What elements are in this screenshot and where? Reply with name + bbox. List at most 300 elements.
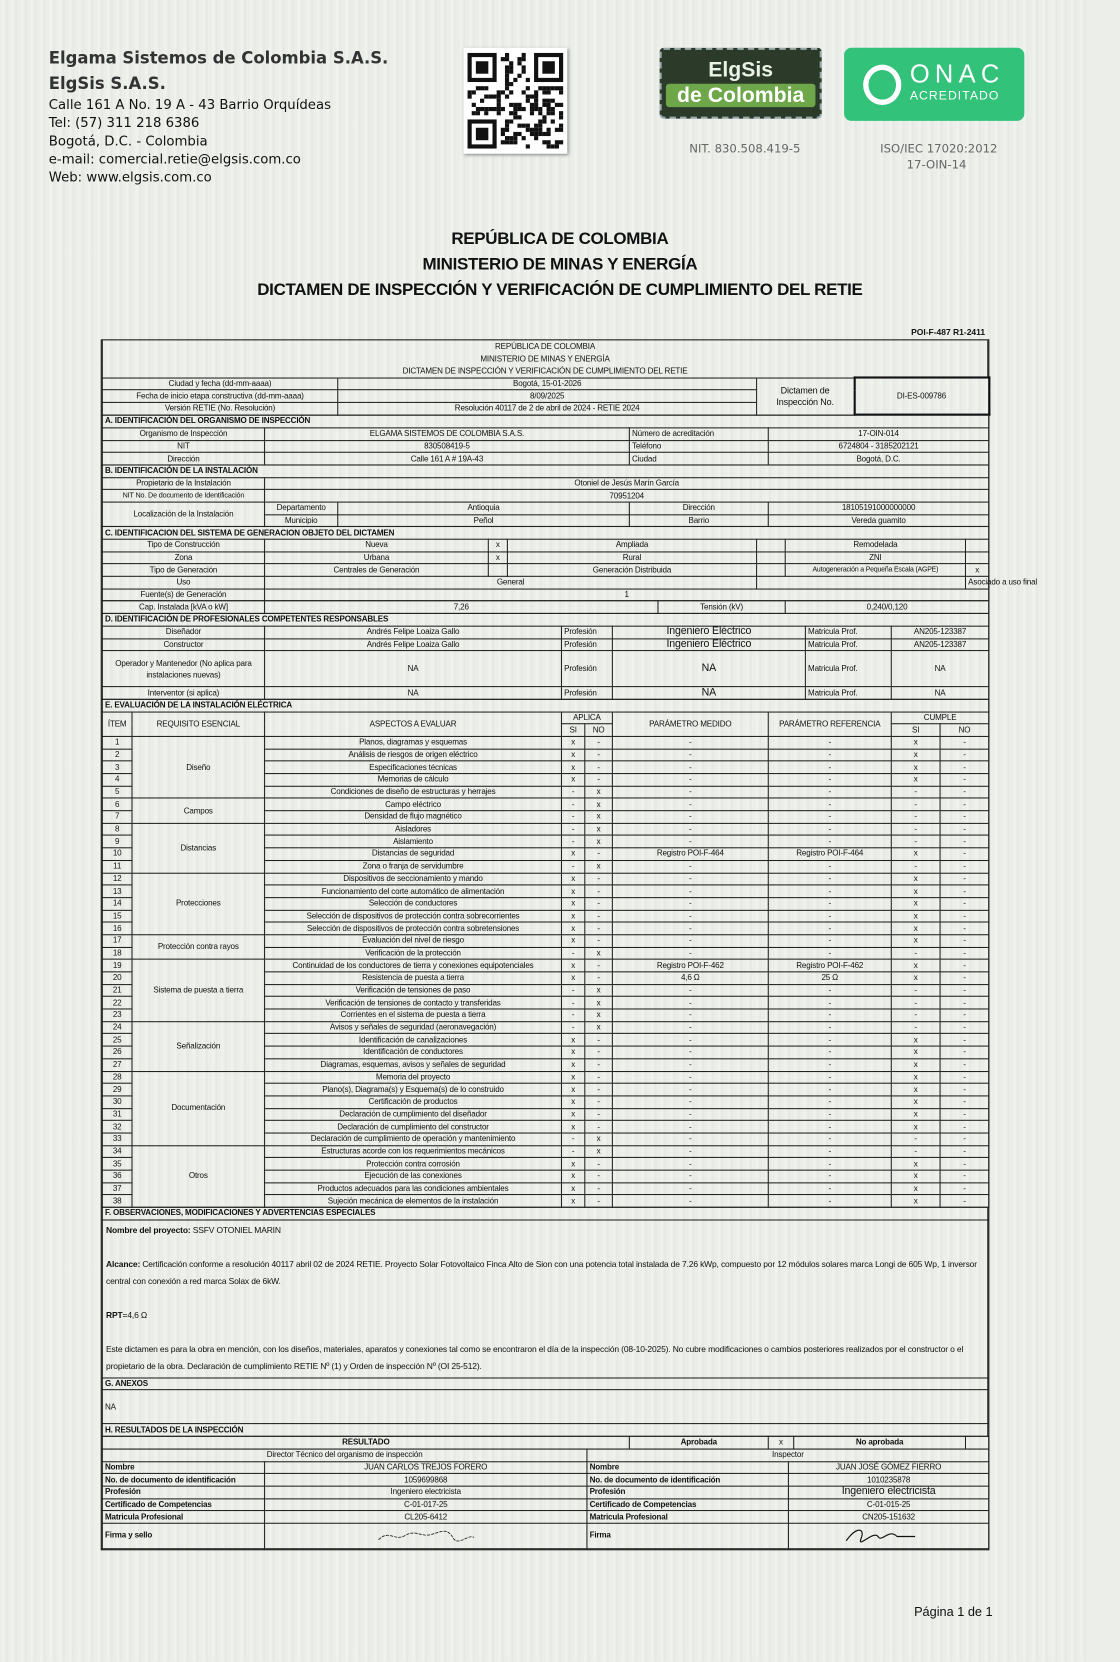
elgsis-logo xyxy=(660,48,822,119)
aplica-no: x xyxy=(585,823,613,835)
matricula-value: AN205-123387 xyxy=(891,638,989,650)
aplica-si: x xyxy=(561,1183,584,1195)
onac-logo xyxy=(844,48,1024,121)
system-label: Tipo de Construcción xyxy=(102,539,264,551)
item-number: 4 xyxy=(102,774,132,786)
uso-general: General xyxy=(265,576,757,588)
option-1: Centrales de Generación xyxy=(265,564,489,576)
professional-name: NA xyxy=(265,687,562,699)
section-b-title: B. IDENTIFICACIÓN DE LA INSTALACIÓN xyxy=(102,465,989,477)
cumple-no: - xyxy=(940,749,989,761)
parametro-referencia: - xyxy=(768,736,891,748)
org-value: Calle 161 A # 19A-43 xyxy=(265,452,630,464)
cumple-si: x xyxy=(891,1121,940,1133)
option-2-mark xyxy=(757,564,786,576)
col-item: ÍTEM xyxy=(102,712,132,737)
aspecto: Productos adecuados para las condiciones ambientales xyxy=(265,1183,562,1195)
profession-label: Profesión xyxy=(561,626,612,638)
municipio-label: Municipio xyxy=(265,514,338,526)
director-field-value: Ingeniero electricista xyxy=(265,1486,587,1498)
cumple-si: x xyxy=(891,873,940,885)
aplica-si: - xyxy=(561,836,584,848)
parametro-medido: - xyxy=(612,823,768,835)
aplica-si: x xyxy=(561,848,584,860)
aplica-si: x xyxy=(561,885,584,897)
aplica-si: x xyxy=(561,1195,584,1207)
doc-title-3: DICTAMEN DE INSPECCIÓN Y VERIFICACIÓN DE CUMPLIMIENTO DEL RETIE xyxy=(257,281,863,300)
aspecto: Sujeción mecánica de elementos de la instalación xyxy=(265,1195,562,1207)
aspecto: Condiciones de diseño de estructuras y herrajes xyxy=(265,786,562,798)
inspector-field-label: Certificado de Competencias xyxy=(587,1498,788,1510)
org-label-2: Teléfono xyxy=(629,440,768,452)
aspecto: Dispositivos de seccionamiento y mando xyxy=(265,873,562,885)
parametro-medido: Registro POI-F-464 xyxy=(612,848,768,860)
aspecto: Identificación de canalizaciones xyxy=(265,1034,562,1046)
item-number: 33 xyxy=(102,1133,132,1145)
aspecto: Ejecución de las conexiones xyxy=(265,1170,562,1182)
parametro-referencia: - xyxy=(768,1145,891,1157)
aplica-no: - xyxy=(585,1071,613,1083)
parametro-referencia: - xyxy=(768,1195,891,1207)
parametro-medido: - xyxy=(612,1071,768,1083)
aplica-si: x xyxy=(561,736,584,748)
item-number: 6 xyxy=(102,798,132,810)
director-signature-label: Firma y sello xyxy=(102,1523,264,1548)
aplica-no: x xyxy=(585,786,613,798)
company-short-name: ElgSis S.A.S. xyxy=(48,74,166,94)
approved-label: Aprobada xyxy=(629,1436,768,1448)
cumple-si: - xyxy=(891,997,940,1009)
aplica-no: - xyxy=(585,1170,613,1182)
col-requisito: REQUISITO ESENCIAL xyxy=(132,712,265,737)
aspecto: Resistencia de puesta a tierra xyxy=(265,972,562,984)
aspecto: Declaración de cumplimiento de operación y mantenimiento xyxy=(265,1133,562,1145)
cumple-si: x xyxy=(891,1108,940,1120)
aspecto: Funcionamiento del corte automático de alimentación xyxy=(265,885,562,897)
result-label: RESULTADO xyxy=(102,1436,629,1448)
parametro-medido: - xyxy=(612,811,768,823)
aplica-si: - xyxy=(561,1133,584,1145)
cumple-si: x xyxy=(891,1083,940,1095)
evaluation-row xyxy=(102,1021,989,1033)
cumple-no: - xyxy=(940,836,989,848)
inspector-field-value: JUAN JOSÉ GÓMEZ FIERRO xyxy=(788,1461,988,1473)
fuente-value: 1 xyxy=(265,589,989,601)
aplica-no: - xyxy=(585,749,613,761)
cumple-no: - xyxy=(940,1009,989,1021)
cumple-no: - xyxy=(940,736,989,748)
cumple-no: - xyxy=(940,1108,989,1120)
aplica-si: x xyxy=(561,761,584,773)
aplica-no: - xyxy=(585,1034,613,1046)
item-number: 37 xyxy=(102,1183,132,1195)
item-number: 9 xyxy=(102,836,132,848)
aplica-si: x xyxy=(561,1034,584,1046)
cumple-no: - xyxy=(940,984,989,996)
item-number: 14 xyxy=(102,897,132,909)
evaluation-row xyxy=(102,935,989,947)
org-value-2: Bogotá, D.C. xyxy=(768,452,989,464)
cumple-no: - xyxy=(940,972,989,984)
parametro-referencia: Registro POI-F-464 xyxy=(768,848,891,860)
item-number: 20 xyxy=(102,972,132,984)
item-number: 13 xyxy=(102,885,132,897)
parametro-medido: - xyxy=(612,798,768,810)
aspecto: Evaluación del nivel de riesgo xyxy=(265,935,562,947)
cumple-no: - xyxy=(940,786,989,798)
inspector-field-label: No. de documento de identificación xyxy=(587,1474,788,1486)
company-web: Web: www.elgsis.com.co xyxy=(48,168,212,185)
parametro-referencia: - xyxy=(768,935,891,947)
parametro-medido: - xyxy=(612,897,768,909)
cumple-si: x xyxy=(891,774,940,786)
org-label-2: Número de acreditación xyxy=(629,428,768,440)
aplica-si: x xyxy=(561,1170,584,1182)
matricula-value: NA xyxy=(891,687,989,699)
requisito-esencial: Otros xyxy=(132,1145,265,1207)
company-email: e-mail: comercial.retie@elgsis.com.co xyxy=(48,150,301,167)
inspector-signature-label: Firma xyxy=(587,1523,788,1548)
aplica-no: x xyxy=(585,811,613,823)
aplica-si: x xyxy=(561,1071,584,1083)
aplica-si: - xyxy=(561,1009,584,1021)
aplica-si: - xyxy=(561,984,584,996)
owner-label: Propietario de la Instalación xyxy=(102,477,264,489)
parametro-referencia: - xyxy=(768,860,891,872)
director-title: Director Técnico del organismo de inspección xyxy=(102,1449,587,1461)
col-aplica: APLICA xyxy=(561,712,612,724)
company-phone: Tel: (57) 311 218 6386 xyxy=(48,114,200,131)
fecha-value: 8/09/2025 xyxy=(338,390,757,402)
aplica-si: x xyxy=(561,1083,584,1095)
aspecto: Distancias de seguridad xyxy=(265,848,562,860)
annexes-value: NA xyxy=(102,1390,987,1424)
inspector-field-value: Ingeniero electricista xyxy=(788,1486,988,1498)
cumple-si: x xyxy=(891,885,940,897)
company-city: Bogotá, D.C. - Colombia xyxy=(48,132,208,149)
project-name: SSFV OTONIEL MARIN xyxy=(190,1225,281,1236)
cumple-si: x xyxy=(891,1158,940,1170)
parametro-referencia: - xyxy=(768,885,891,897)
item-number: 35 xyxy=(102,1158,132,1170)
approved-mark: x xyxy=(768,1436,793,1448)
parametro-medido: - xyxy=(612,935,768,947)
option-3: ZNI xyxy=(785,552,965,564)
cumple-si: x xyxy=(891,1059,940,1071)
director-field-value: JUAN CARLOS TREJOS FORERO xyxy=(265,1461,587,1473)
item-number: 3 xyxy=(102,761,132,773)
parametro-medido: - xyxy=(612,1158,768,1170)
item-number: 23 xyxy=(102,1009,132,1021)
cumple-no: - xyxy=(940,1096,989,1108)
qr-code xyxy=(463,48,567,154)
tension-value: 0,240/0,120 xyxy=(785,601,989,613)
cumple-no: - xyxy=(940,860,989,872)
parametro-medido: - xyxy=(612,1021,768,1033)
requisito-esencial: Señalización xyxy=(132,1021,265,1071)
scope-text: Certificación conforme a resolución 40117 abril 02 de 2024 RETIE. Proyecto Solar Fotovoltaico Finca Alto de Sion con una potencia total instalada de 7.26 kWp, compuesto por 12 módulos solares marca Longi de 605 Wp, 1 inversor central con conexión a red marca Solax de 6kW. xyxy=(106,1259,977,1287)
aplica-no: - xyxy=(585,1121,613,1133)
option-2: Generación Distribuida xyxy=(507,564,756,576)
cumple-si: - xyxy=(891,947,940,959)
cumple-si: x xyxy=(891,1096,940,1108)
requisito-esencial: Distancias xyxy=(132,823,265,873)
observations xyxy=(102,1220,987,1378)
option-3: Remodelada xyxy=(785,539,965,551)
inspector-signature xyxy=(788,1523,988,1548)
cumple-no: - xyxy=(940,761,989,773)
cumple-no: - xyxy=(940,774,989,786)
parametro-referencia: - xyxy=(768,1170,891,1182)
aplica-no: - xyxy=(585,1096,613,1108)
municipio-value: Peñol xyxy=(338,514,630,526)
onac-text: ONAC xyxy=(909,60,1005,90)
parametro-medido: - xyxy=(612,1059,768,1071)
parametro-referencia: 25 Ω xyxy=(768,972,891,984)
owner-nit-value: 70951204 xyxy=(265,490,989,502)
cumple-si: x xyxy=(891,1195,940,1207)
parametro-medido: - xyxy=(612,1034,768,1046)
aspecto: Selección de conductores xyxy=(265,897,562,909)
aplica-si: x xyxy=(561,1121,584,1133)
aplica-si: - xyxy=(561,997,584,1009)
evaluation-row xyxy=(102,959,989,971)
org-label: NIT xyxy=(102,440,264,452)
logo-subtext: de Colombia xyxy=(666,84,816,107)
page-number: Página 1 de 1 xyxy=(914,1604,993,1620)
item-number: 24 xyxy=(102,1021,132,1033)
aspecto: Corrientes en el sistema de puesta a tierra xyxy=(265,1009,562,1021)
org-label: Dirección xyxy=(102,452,264,464)
parametro-medido: - xyxy=(612,1096,768,1108)
aplica-si: x xyxy=(561,774,584,786)
item-number: 25 xyxy=(102,1034,132,1046)
depto-label: Departamento xyxy=(265,502,338,514)
aspecto: Selección de dispositivos de protección contra sobretensiones xyxy=(265,922,562,934)
disclaimer-text: Este dictamen es para la obra en mención, con los diseños, materiales, aparatos y conexiones tal como se encontraron el día de la inspección (08-10-2025). No cubre modificaciones o cambios posteriores realizados por el constructor o el propietario de la obra. Declaración de cumplimiento RETIE Nº (1) y Orden de inspección Nº (OI 25-512). xyxy=(106,1344,964,1371)
tension-label: Tensión (kV) xyxy=(658,601,785,613)
parametro-medido: - xyxy=(612,774,768,786)
parametro-referencia: - xyxy=(768,947,891,959)
cumple-si: x xyxy=(891,1046,940,1058)
director-signature xyxy=(265,1523,587,1548)
version-label: Versión RETIE (No. Resolución) xyxy=(102,402,337,414)
item-number: 32 xyxy=(102,1121,132,1133)
requisito-esencial: Sistema de puesta a tierra xyxy=(132,959,265,1021)
parametro-medido: - xyxy=(612,947,768,959)
cumple-si: - xyxy=(891,836,940,848)
org-label-2: Ciudad xyxy=(629,452,768,464)
cumple-no: - xyxy=(940,1170,989,1182)
item-number: 27 xyxy=(102,1059,132,1071)
item-number: 36 xyxy=(102,1170,132,1182)
parametro-referencia: - xyxy=(768,997,891,1009)
cumple-no: - xyxy=(940,910,989,922)
owner-value: Otoniel de Jesús Marín García xyxy=(265,477,989,489)
cumple-si: x xyxy=(891,1034,940,1046)
uso-label: Uso xyxy=(102,576,264,588)
section-h-title: H. RESULTADOS DE LA INSPECCIÓN xyxy=(102,1424,987,1436)
item-number: 8 xyxy=(102,823,132,835)
inspector-field-value: 1010235878 xyxy=(788,1474,988,1486)
inspector-field-label: Matricula Profesional xyxy=(587,1511,788,1523)
matricula-label: Matricula Prof. xyxy=(805,687,891,699)
cumple-si: - xyxy=(891,823,940,835)
aplica-no: x xyxy=(585,836,613,848)
col-aspectos: ASPECTOS A EVALUAR xyxy=(265,712,562,737)
aplica-si: - xyxy=(561,786,584,798)
item-number: 12 xyxy=(102,873,132,885)
requisito-esencial: Protección contra rayos xyxy=(132,935,265,960)
scope-label: Alcance: xyxy=(106,1259,141,1270)
aspecto: Protección contra corrosión xyxy=(265,1158,562,1170)
parametro-medido: - xyxy=(612,836,768,848)
org-value: 830508419-5 xyxy=(265,440,630,452)
item-number: 30 xyxy=(102,1096,132,1108)
professional-role: Constructor xyxy=(102,638,264,650)
col-cumple-si: SI xyxy=(891,724,940,736)
aplica-si: x xyxy=(561,922,584,934)
profession-label: Profesión xyxy=(561,687,612,699)
parametro-medido: - xyxy=(612,1108,768,1120)
option-2-mark xyxy=(757,539,786,551)
aplica-si: x xyxy=(561,959,584,971)
section-a-title: A. IDENTIFICACIÓN DEL ORGANISMO DE INSPECCIÓN xyxy=(102,415,989,427)
form-code: POI-F-487 R1-2411 xyxy=(911,327,986,338)
form-title-2: MINISTERIO DE MINAS Y ENERGÍA xyxy=(102,353,987,365)
cumple-si: - xyxy=(891,798,940,810)
evaluation-row xyxy=(102,1145,989,1157)
doc-title-1: REPÚBLICA DE COLOMBIA xyxy=(451,230,669,249)
item-number: 16 xyxy=(102,922,132,934)
aplica-si: x xyxy=(561,897,584,909)
form-title-1: REPÚBLICA DE COLOMBIA xyxy=(102,340,987,352)
cap-value: 7,26 xyxy=(265,601,658,613)
cumple-no: - xyxy=(940,1183,989,1195)
inspector-title: Inspector xyxy=(587,1449,989,1461)
matricula-value: NA xyxy=(891,651,989,687)
professional-name: NA xyxy=(265,651,562,687)
parametro-medido: - xyxy=(612,1133,768,1145)
cap-label: Cap. Instalada [kVA o kW] xyxy=(102,601,264,613)
logo-text: ElgSis xyxy=(708,58,774,82)
cumple-si: x xyxy=(891,1183,940,1195)
director-field-label: Matricula Profesional xyxy=(102,1511,264,1523)
aplica-si: x xyxy=(561,1096,584,1108)
aplica-si: x xyxy=(561,935,584,947)
onac-ring-icon xyxy=(863,65,901,105)
parametro-medido: - xyxy=(612,761,768,773)
parametro-medido: - xyxy=(612,786,768,798)
cumple-no: - xyxy=(940,959,989,971)
aplica-no: - xyxy=(585,848,613,860)
aspecto: Especificaciones técnicas xyxy=(265,761,562,773)
aplica-no: - xyxy=(585,1059,613,1071)
section-c-title: C. IDENTIFICACION DEL SISTEMA DE GENERACION OBJETO DEL DICTAMEN xyxy=(102,527,988,539)
cumple-si: x xyxy=(891,1170,940,1182)
parametro-referencia: - xyxy=(768,798,891,810)
option-1: Nueva xyxy=(265,539,489,551)
inspector-field-label: Nombre xyxy=(587,1461,788,1473)
aplica-si: x xyxy=(561,1108,584,1120)
parametro-referencia: - xyxy=(768,836,891,848)
item-number: 31 xyxy=(102,1108,132,1120)
aplica-no: - xyxy=(585,736,613,748)
director-field-value: 1059699868 xyxy=(265,1474,587,1486)
option-1-mark: x xyxy=(488,552,507,564)
option-3-mark: x xyxy=(965,564,988,576)
cumple-no: - xyxy=(940,935,989,947)
aplica-si: - xyxy=(561,1021,584,1033)
option-2: Rural xyxy=(507,552,756,564)
address-label: Dirección xyxy=(629,502,768,514)
aspecto: Plano(s), Diagrama(s) y Esquema(s) de lo construido xyxy=(265,1083,562,1095)
aplica-no: x xyxy=(585,947,613,959)
cumple-si: x xyxy=(891,922,940,934)
ciudad-value: Bogotá, 15-01-2026 xyxy=(338,378,757,390)
aplica-no: x xyxy=(585,1133,613,1145)
org-value: ELGAMA SISTEMOS DE COLOMBIA S.A.S. xyxy=(265,428,630,440)
aspecto: Memorias de cálculo xyxy=(265,774,562,786)
aspecto: Certificación de productos xyxy=(265,1096,562,1108)
aspecto: Continuidad de los conductores de tierra y conexiones equipotenciales xyxy=(265,959,562,971)
item-number: 21 xyxy=(102,984,132,996)
parametro-referencia: - xyxy=(768,1046,891,1058)
aplica-si: - xyxy=(561,823,584,835)
item-number: 26 xyxy=(102,1046,132,1058)
parametro-referencia: - xyxy=(768,922,891,934)
aplica-si: x xyxy=(561,910,584,922)
profession-label: Profesión xyxy=(561,651,612,687)
parametro-medido: - xyxy=(612,749,768,761)
aplica-no: x xyxy=(585,1009,613,1021)
company-address: Calle 161 A No. 19 A - 43 Barrio Orquídeas xyxy=(48,96,331,113)
aplica-no: - xyxy=(585,1108,613,1120)
aspecto: Memoria del proyecto xyxy=(265,1071,562,1083)
cumple-no: - xyxy=(940,1059,989,1071)
col-aplica-si: SI xyxy=(561,724,584,736)
fuente-label: Fuente(s) de Generación xyxy=(102,589,264,601)
inspector-field-value: C-01-015-25 xyxy=(788,1498,988,1510)
parametro-referencia: - xyxy=(768,761,891,773)
profession-value: Ingeniero Eléctrico xyxy=(612,638,805,650)
cumple-no: - xyxy=(940,1133,989,1145)
profession-label: Profesión xyxy=(561,638,612,650)
cumple-si: x xyxy=(891,749,940,761)
aplica-si: x xyxy=(561,749,584,761)
aspecto: Selección de dispositivos de protección contra sobrecorrientes xyxy=(265,910,562,922)
parametro-referencia: - xyxy=(768,1021,891,1033)
aplica-si: - xyxy=(561,860,584,872)
matricula-label: Matricula Prof. xyxy=(805,638,891,650)
aplica-no: - xyxy=(585,922,613,934)
aplica-no: - xyxy=(585,873,613,885)
fecha-label: Fecha de inicio etapa constructiva (dd-mm-aaaa) xyxy=(102,390,337,402)
professional-role: Operador y Mantenedor (No aplica para instalaciones nuevas) xyxy=(102,651,264,687)
inspector-field-label: Profesión xyxy=(587,1486,788,1498)
professional-name: Andrés Felipe Loaiza Gallo xyxy=(265,638,562,650)
cumple-no: - xyxy=(940,1046,989,1058)
item-number: 7 xyxy=(102,811,132,823)
aplica-no: x xyxy=(585,1145,613,1157)
requisito-esencial: Diseño xyxy=(132,736,265,798)
cumple-no: - xyxy=(940,885,989,897)
requisito-esencial: Campos xyxy=(132,798,265,823)
signature-image xyxy=(836,1524,942,1545)
aplica-no: - xyxy=(585,885,613,897)
cumple-no: - xyxy=(940,997,989,1009)
parametro-referencia: - xyxy=(768,1133,891,1145)
